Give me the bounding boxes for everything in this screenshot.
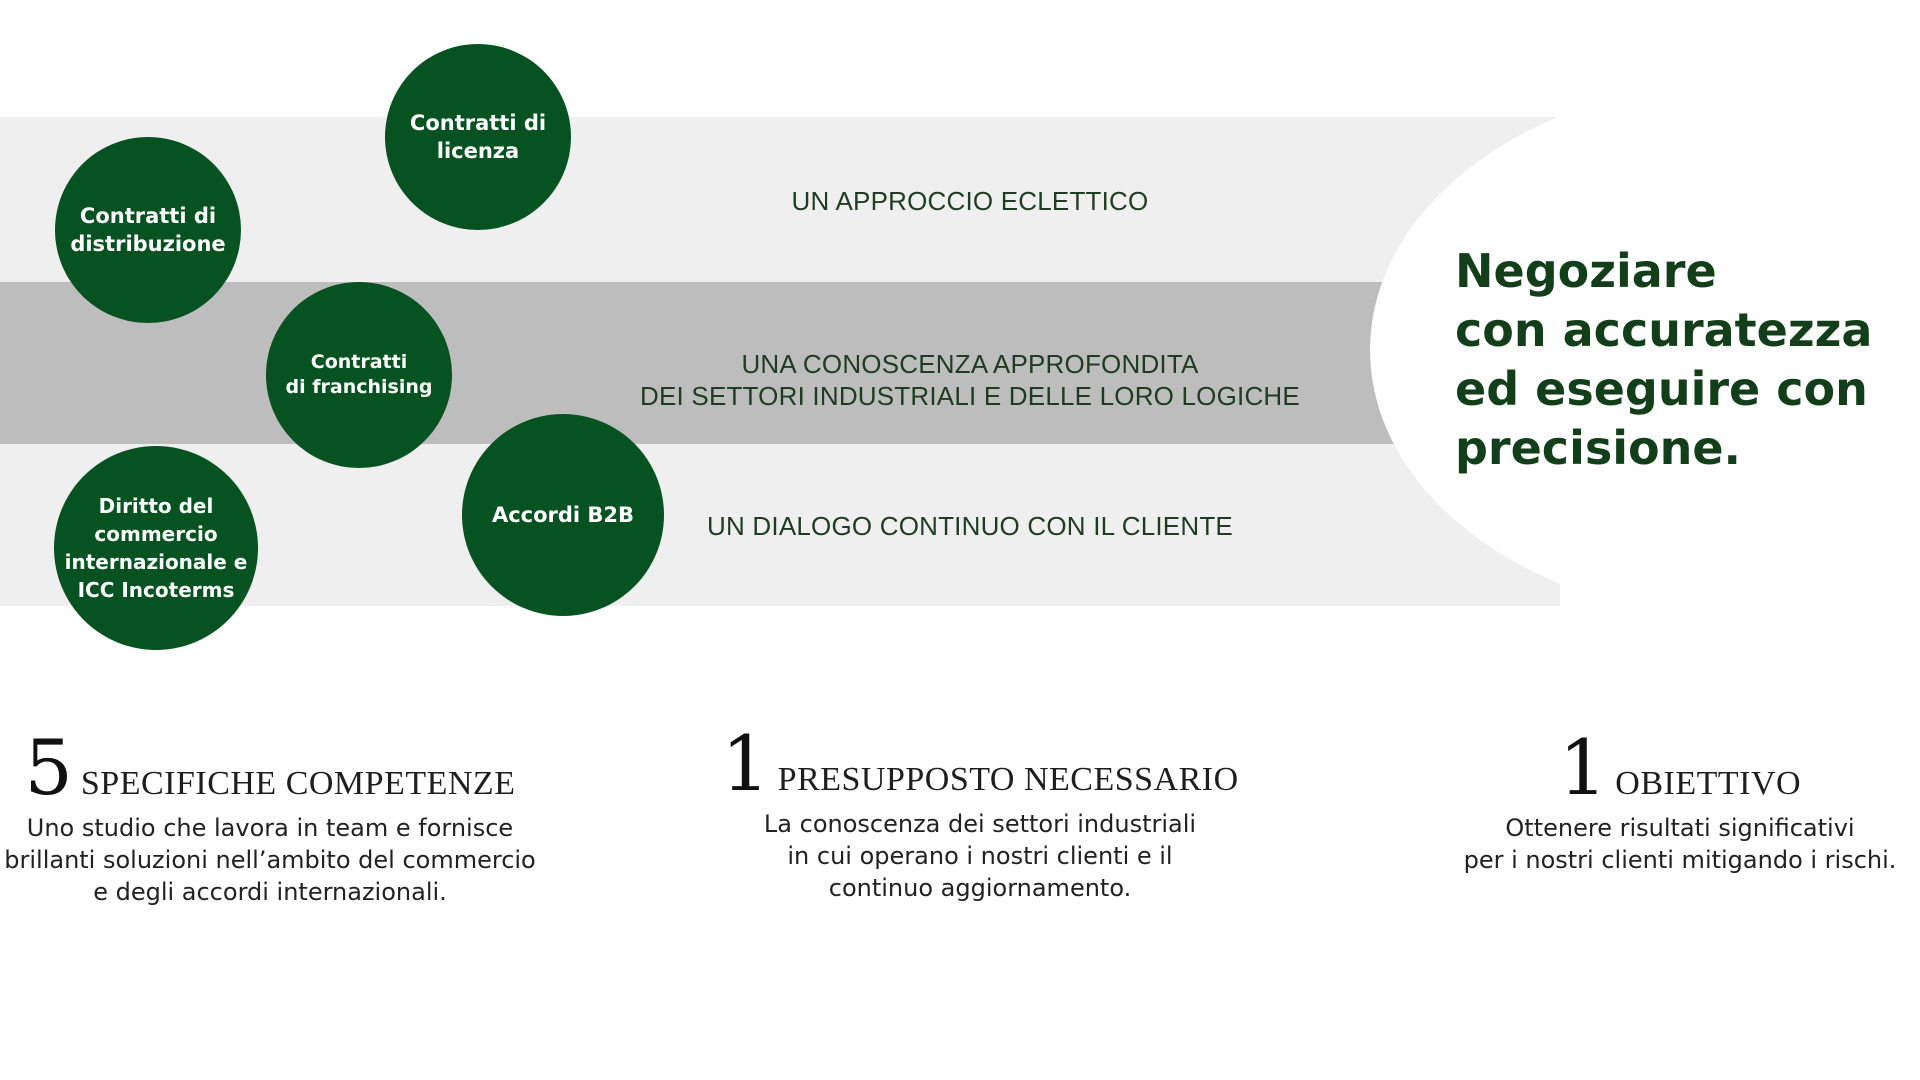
circle-international-trade-law	[54, 446, 258, 650]
stat-description: Uno studio che lavora in team e fornisce brillanti soluzioni nell’ambito del commercio e degli accordi internazionali.	[4, 814, 536, 906]
band-text-industry-knowledge: UNA CONOSCENZA APPROFONDITA DEI SETTORI INDUSTRIALI E DELLE LORO LOGICHE	[640, 349, 1300, 411]
circle-b2b-agreements	[462, 414, 664, 616]
stat-objective	[1440, 723, 1920, 876]
circle-label: Contratti di franchising	[285, 351, 433, 398]
circle-franchising-contracts	[266, 282, 452, 468]
stat-prerequisite	[700, 719, 1260, 904]
circle-label: Diritto del commercio internazionale e ICC Incoterms	[64, 494, 248, 602]
stat-description: Ottenere risultati significativi per i nostri clienti mitigando i rischi.	[1463, 814, 1897, 874]
stat-description: La conoscenza dei settori industriali in cui operano i nostri clienti e il continuo aggiornamento.	[763, 810, 1197, 902]
stat-header	[700, 719, 1260, 808]
circle-label: Accordi B2B	[491, 503, 635, 527]
stat-header	[1440, 723, 1920, 812]
circle-distribution-contracts	[55, 137, 241, 323]
stat-header	[0, 723, 540, 812]
stat-number: 1	[1558, 723, 1608, 812]
stat-title: PRESUPPOSTO NECESSARIO	[777, 761, 1239, 798]
stat-competences	[0, 723, 540, 908]
circle-label: Contratti di distribuzione	[70, 204, 226, 256]
band-text-eclectic: UN APPROCCIO ECLETTICO	[791, 186, 1149, 216]
band-text-client-dialogue: UN DIALOGO CONTINUO CON IL CLIENTE	[707, 511, 1233, 541]
circle-label: Contratti di licenza	[409, 111, 547, 163]
band-industry-knowledge	[0, 282, 1560, 444]
stat-title: OBIETTIVO	[1615, 765, 1802, 802]
headline: Negoziare con accuratezza ed eseguire con precisione.	[1455, 244, 1873, 475]
stat-number: 5	[24, 723, 73, 812]
circle-licensing-contracts	[385, 44, 571, 230]
stat-number: 1	[721, 719, 770, 808]
stat-title: SPECIFICHE COMPETENZE	[80, 765, 516, 802]
